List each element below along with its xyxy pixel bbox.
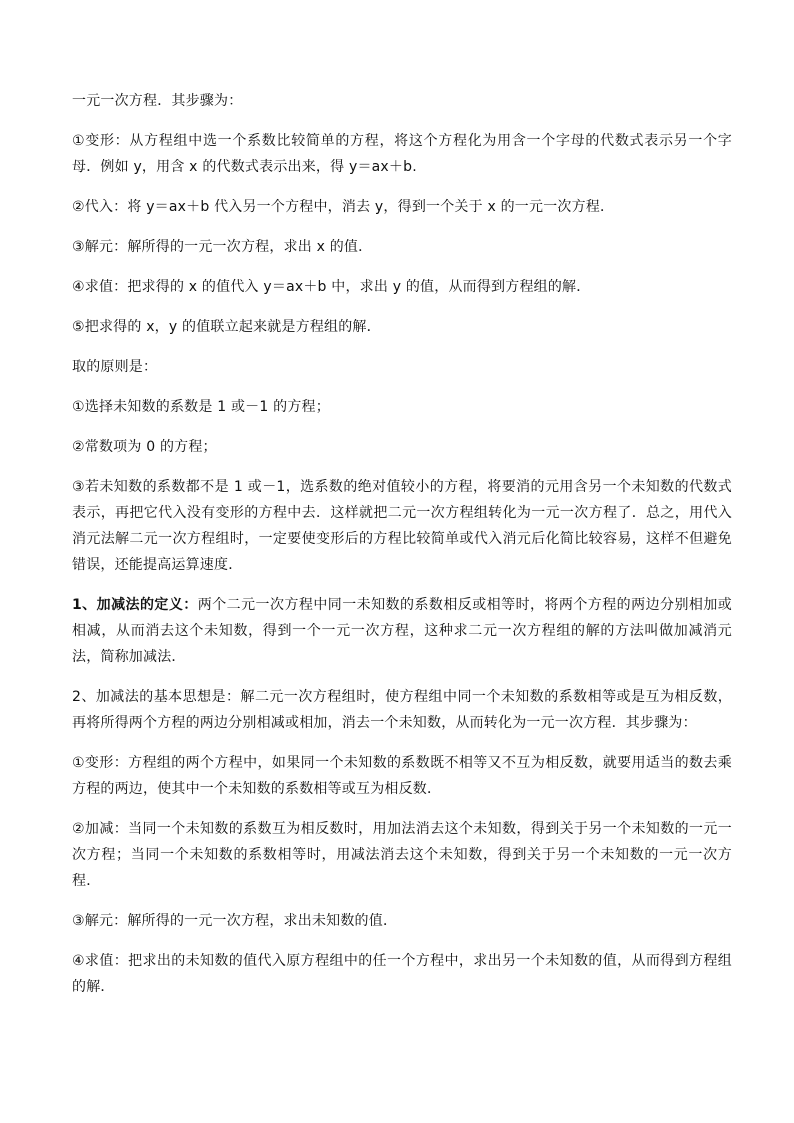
- paragraph-step-combine: ⑤把求得的 x，y 的值联立起来就是方程组的解．: [72, 319, 381, 335]
- paragraph-principle-3: ③若未知数的系数都不是 1 或－1，选系数的绝对值较小的方程，将要消的元用含另一个未知数的代数式表示，再把它代入没有变形的方程中去．这样就把二元一次方程组转化为一元一次方程了．总之，用代入消元法解二元一次方程组时，一定要使变形后的方程比较简单或代入消元后化简比较容易，这样不但避免错误，还能提高运算速度．: [72, 479, 732, 573]
- definition-heading: 1、加减法的定义：: [72, 597, 198, 613]
- paragraph-addsub-definition: [72, 592, 732, 670]
- paragraph-addsub-solve: ③解元：解所得的一元一次方程，求出未知数的值．: [72, 913, 398, 929]
- document-page: [72, 88, 732, 1014]
- paragraph-step-substitute: ②代入：将 y＝ax＋b 代入另一个方程中，消去 y，得到一个关于 x 的一元一次方程．: [72, 199, 615, 215]
- paragraph-selection-principle: 取的原则是：: [72, 359, 158, 375]
- paragraph-step-transform: ①变形：从方程组中选一个系数比较简单的方程，将这个方程化为用含一个字母的代数式表示另一个字母．例如 y，用含 x 的代数式表示出来，得 y＝ax＋b.: [72, 133, 732, 175]
- definition-body: 两个二元一次方程中同一未知数的系数相反或相等时，将两个方程的两边分别相加或相减，从而消去这个未知数，得到一个一元一次方程，这种求二元一次方程组的解的方法叫做加减消元法，简称加减法．: [72, 597, 733, 665]
- paragraph-step-evaluate: ④求值：把求得的 x 的值代入 y＝ax＋b 中，求出 y 的值，从而得到方程组的解．: [72, 279, 591, 295]
- paragraph-addsub-addsub: ②加减：当同一个未知数的系数互为相反数时，用加法消去这个未知数，得到关于另一个未知数的一元一次方程；当同一个未知数的系数相等时，用减法消去这个未知数，得到关于另一个未知数的一元一次方程．: [72, 821, 732, 889]
- paragraph-principle-1: ①选择未知数的系数是 1 或－1 的方程；: [72, 399, 330, 415]
- paragraph-step-solve: ③解元：解所得的一元一次方程，求出 x 的值．: [72, 239, 373, 255]
- paragraph-addsub-transform: ①变形：方程组的两个方程中，如果同一个未知数的系数既不相等又不互为相反数，就要用适当的数去乘方程的两边，使其中一个未知数的系数相等或互为相反数．: [72, 755, 732, 797]
- paragraph-steps-intro: 一元一次方程．其步骤为：: [72, 93, 243, 109]
- paragraph-addsub-evaluate: ④求值：把求出的未知数的值代入原方程组中的任一个方程中，求出另一个未知数的值，从而得到方程组的解．: [72, 953, 732, 995]
- paragraph-addsub-idea: 2、加减法的基本思想是：解二元一次方程组时，使方程组中同一个未知数的系数相等或是互为相反数，再将所得两个方程的两边分别相减或相加，消去一个未知数，从而转化为一元一次方程．其步骤为：: [72, 689, 732, 731]
- paragraph-principle-2: ②常数项为 0 的方程；: [72, 439, 217, 455]
